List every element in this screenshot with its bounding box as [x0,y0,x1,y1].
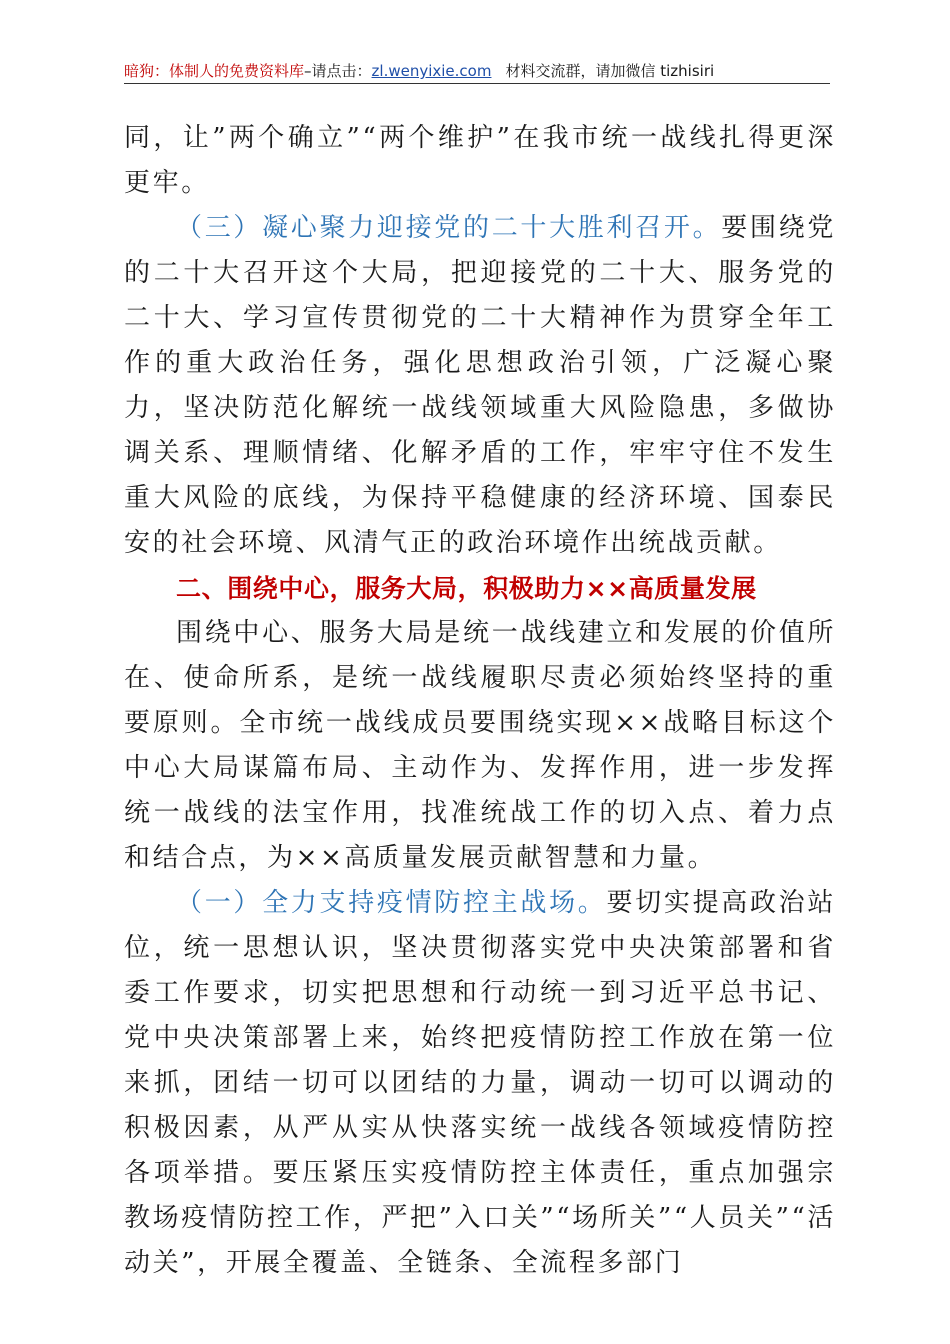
document-body [124,116,836,1286]
header-divider [124,83,830,84]
header-prompt: –请点击： [304,62,372,80]
paragraph-section-intro: 围绕中心、服务大局是统一战线建立和发展的价值所在、使命所系，是统一战线履职尽责必须始终坚持的重要原则。全市统一战线成员要围绕实现××战略目标这个中心大局谋篇布局、主动作为、发挥作用，进一步发挥统一战线的法宝作用，找准统战工作的切入点、着力点和结合点，为××高质量发展贡献智慧和力量。 [124,618,836,873]
page-header [124,60,830,82]
header-contact: 材料交流群，请加微信 tizhisiri [505,62,715,80]
paragraph-subsection-3 [124,206,836,566]
paragraph-continuation: 同，让”两个确立”“两个维护”在我市统一战线扎得更深更牢。 [124,123,836,198]
subsection-body: 要围绕党的二十大召开这个大局，把迎接党的二十大、服务党的二十大、学习宣传贯彻党的二十大精神作为贯穿全年工作的重大政治任务，强化思想政治引领，广泛凝心聚力，坚决防范化解统一战线领域重大风险隐患，多做协调关系、理顺情绪、化解矛盾的工作，牢牢守住不发生重大风险的底线，为保持平稳健康的经济环境、国泰民安的社会环境、风清气正的政治环境作出统战贡献。 [124,213,836,558]
header-link[interactable]: zl.wenyixie.com [371,62,492,80]
section-title: 二、围绕中心，服务大局，积极助力××高质量发展 [176,574,757,603]
paragraph-subsection-1 [124,881,836,1286]
subsection-body: 要切实提高政治站位，统一思想认识，坚决贯彻落实党中央决策部署和省委工作要求，切实把思想和行动统一到习近平总书记、党中央决策部署上来，始终把疫情防控工作放在第一位来抓，团结一切可以团结的力量，调动一切可以调动的积极因素，从严从实从快落实统一战线各领域疫情防控各项举措。要压紧压实疫情防控主体责任，重点加强宗教场疫情防控工作，严把”入口关”“场所关”“人员关”“活动关”，开展全覆盖、全链条、全流程多部门 [124,888,836,1278]
subsection-heading: （一）全力支持疫情防控主战场。 [176,888,607,918]
subsection-heading: （三）凝心聚力迎接党的二十大胜利召开。 [176,213,722,243]
header-brand: 暗狗：体制人的免费资料库 [124,62,305,80]
